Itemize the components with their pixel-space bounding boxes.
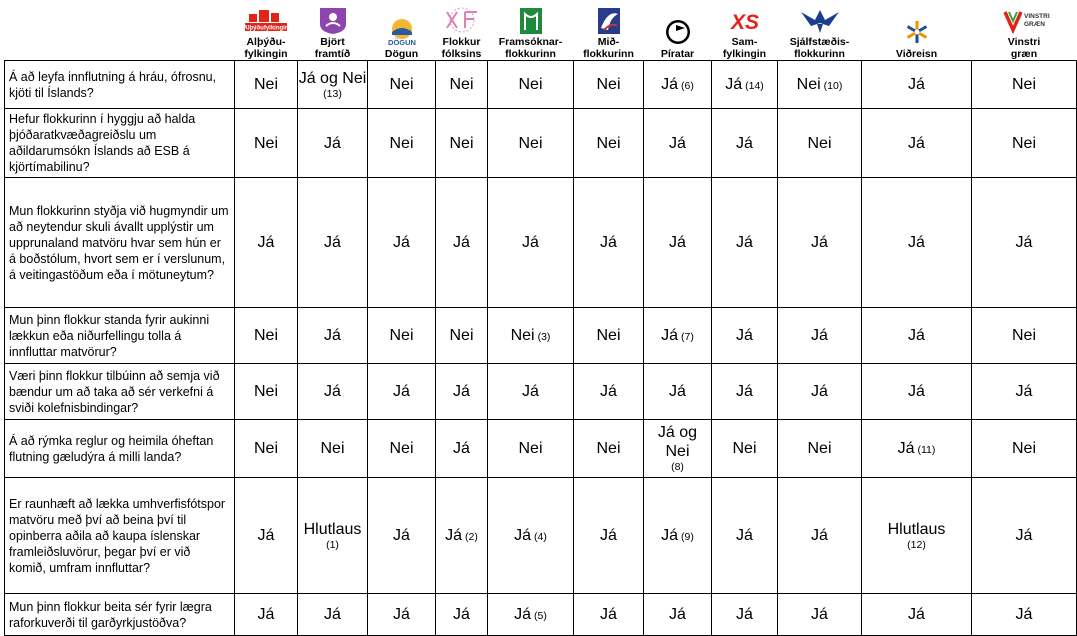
answer-text: Já: [393, 606, 410, 623]
table-row: [5, 61, 1077, 109]
answer-cell: [574, 308, 644, 364]
framsoknarflokkurinn-logo: [508, 6, 554, 34]
party-answers-table: [4, 2, 1077, 636]
answer-cell: [488, 308, 574, 364]
answer-cell: [235, 594, 298, 636]
answer-text: Já: [811, 606, 828, 623]
answer-cell: [298, 109, 368, 178]
party-header-sjalfstaedisflokkurinn: [778, 2, 862, 61]
answer-cell: [368, 420, 436, 478]
vidreisn-logo: [894, 18, 940, 46]
dogun-logo: [379, 18, 425, 46]
answer-cell: [235, 109, 298, 178]
answer-text: Já: [324, 383, 341, 400]
answer-cell: [644, 178, 712, 308]
answer-text: Nei: [518, 440, 543, 457]
question-cell: Hefur flokkurinn í hyggju að halda þjóðaratkvæðagreiðslu um aðildarumsókn Íslands að ESB á kjörtímabilinu?: [5, 109, 235, 178]
question-header-cell: [5, 2, 235, 61]
table-row: [5, 478, 1077, 594]
answer-text: Já: [600, 383, 617, 400]
answer-cell: [368, 478, 436, 594]
answer-text: Já: [324, 327, 341, 344]
answer-cell: [712, 364, 778, 420]
answer-cell: [778, 178, 862, 308]
answer-text: Nei: [389, 440, 414, 457]
answer-cell: [235, 478, 298, 594]
answer-text: Nei: [389, 327, 414, 344]
answer-cell: [298, 61, 368, 109]
answer-text: Nei: [253, 134, 278, 152]
party-header-samfylkingin: [712, 2, 778, 61]
table-row: [5, 364, 1077, 420]
answer-text: Já og Nei: [298, 69, 367, 87]
answer-cell: [574, 109, 644, 178]
answer-text: Nei: [1011, 327, 1036, 344]
answer-text: Já: [600, 527, 617, 544]
answer-cell: [368, 109, 436, 178]
table-row: [5, 109, 1077, 178]
answer-text: Já: [257, 606, 275, 623]
answer-cell: [972, 109, 1077, 178]
footnote-ref: (3): [537, 331, 551, 343]
party-label: Viðreisn: [895, 48, 938, 60]
answer-cell: [298, 308, 368, 364]
answer-cell: [368, 61, 436, 109]
answer-text: Nei: [732, 440, 757, 457]
party-label: Mið- flokkurinn: [583, 36, 634, 60]
answer-text: Já: [661, 76, 679, 93]
sjalfstaedisflokkurinn-logo: [797, 6, 843, 34]
question-cell: Mun flokkurinn styðja við hugmyndir um að neytendur skuli ávallt upplýstir um upprunaland matvöru hvar sem hún er á boðstólum, hvort sem er í verslunum, á veitingastöðum eða í mötuneytum?: [5, 178, 235, 308]
answer-cell: [862, 420, 972, 478]
answer-cell: [972, 308, 1077, 364]
althydufylkingin-logo: [243, 6, 289, 34]
answer-text: Já: [661, 527, 679, 544]
party-label: Vinstri græn: [1007, 36, 1041, 60]
footnote-ref: (5): [534, 610, 547, 622]
footnote-ref: (4): [534, 531, 547, 543]
answer-cell: [488, 109, 574, 178]
answer-cell: [574, 478, 644, 594]
answer-text: Nei: [389, 76, 414, 93]
answer-text: Nei: [253, 440, 278, 457]
answer-cell: [712, 420, 778, 478]
answer-text: Já: [811, 327, 828, 344]
answer-text: Já: [324, 134, 341, 152]
answer-cell: [436, 178, 488, 308]
answer-text: Nei: [596, 134, 621, 152]
answer-text: Já: [1015, 606, 1033, 623]
answer-cell: [574, 364, 644, 420]
answer-text: Já: [514, 527, 532, 544]
answer-cell: [778, 109, 862, 178]
answer-cell: [644, 420, 712, 478]
answer-cell: [298, 478, 368, 594]
table-row: [5, 420, 1077, 478]
answer-text: Hlutlaus: [303, 520, 362, 538]
answer-cell: [436, 364, 488, 420]
party-label: Sam- fylkingin: [722, 36, 767, 60]
answer-text: Já: [445, 527, 463, 544]
answer-cell: [488, 364, 574, 420]
vinstri-graen-logo: [1001, 6, 1050, 34]
answer-text: Já: [669, 234, 686, 251]
answer-text: Já: [908, 134, 925, 152]
answer-text: Nei: [596, 440, 621, 457]
footnote-ref: (1): [326, 538, 339, 551]
answer-text: Já: [1015, 234, 1033, 251]
answer-cell: [235, 308, 298, 364]
answer-text: Já: [908, 606, 925, 623]
answer-cell: [436, 420, 488, 478]
answer-cell: [235, 420, 298, 478]
answer-text: Já: [669, 606, 686, 623]
party-header-midflokkurinn: [574, 2, 644, 61]
question-cell: Væri þinn flokkur tilbúinn að semja við bændur um að taka að sér verkefni á sviði kolefnisbindingar?: [5, 364, 235, 420]
answer-text: Já: [669, 383, 686, 400]
answer-cell: [712, 61, 778, 109]
answer-text: Já: [453, 234, 470, 251]
answer-cell: [488, 178, 574, 308]
answer-text: Nei: [1011, 440, 1036, 457]
answer-text: Nei: [518, 76, 543, 93]
answer-text: Já: [661, 327, 679, 344]
answer-text: Já: [514, 606, 532, 623]
answer-text: Já: [522, 383, 539, 400]
answer-cell: [712, 308, 778, 364]
answer-cell: [862, 478, 972, 594]
answer-cell: [298, 420, 368, 478]
answer-text: Já: [811, 527, 828, 544]
question-cell: Á að rýmka reglur og heimila óheftan flutning gæludýra á milli landa?: [5, 420, 235, 478]
answer-cell: [436, 478, 488, 594]
answer-text: Nei: [449, 76, 474, 93]
answer-cell: [862, 109, 972, 178]
party-header-vinstri-graen: [972, 2, 1077, 61]
answer-cell: [862, 61, 972, 109]
answer-cell: [778, 594, 862, 636]
party-header-flokkur-folksins: [436, 2, 488, 61]
answer-text: Já: [897, 440, 915, 457]
answer-cell: [972, 478, 1077, 594]
answer-text: Nei: [320, 440, 345, 457]
answer-cell: [298, 178, 368, 308]
party-label: Framsóknar- flokkurinn: [498, 36, 563, 60]
question-cell: Mun þinn flokkur standa fyrir aukinni lækkun eða niðurfellingu tolla á innfluttar matvörur?: [5, 308, 235, 364]
answer-text: Já: [736, 527, 753, 544]
answer-cell: [436, 594, 488, 636]
party-label: Píratar: [660, 48, 695, 60]
answer-text: Já: [811, 234, 828, 251]
svg-text:VINSTRI: VINSTRI: [1024, 13, 1050, 20]
footnote-ref: (2): [465, 531, 478, 543]
answer-cell: [778, 61, 862, 109]
answer-text: Já: [522, 234, 539, 251]
answer-cell: [644, 478, 712, 594]
party-label: Alþýðu- fylkingin: [244, 36, 288, 60]
answer-cell: [574, 594, 644, 636]
answer-cell: [712, 178, 778, 308]
answer-text: Já: [453, 606, 470, 623]
answer-text: Nei: [796, 76, 821, 93]
answer-cell: [712, 109, 778, 178]
party-label: Dögun: [384, 48, 419, 60]
answer-text: Já: [453, 383, 470, 400]
answer-cell: [488, 478, 574, 594]
answer-text: Nei: [1011, 76, 1036, 93]
table-row: [5, 308, 1077, 364]
answer-text: Já: [908, 234, 925, 251]
answer-text: Já: [736, 234, 753, 251]
answer-text: Nei: [449, 134, 474, 152]
answer-text: Já: [736, 606, 753, 623]
answer-cell: [235, 61, 298, 109]
answer-text: Hlutlaus: [887, 520, 946, 538]
svg-text:XS: XS: [730, 11, 759, 34]
table-row: [5, 594, 1077, 636]
answer-text: Já: [257, 234, 275, 251]
answer-cell: [862, 364, 972, 420]
samfylkingin-logo: [722, 6, 768, 34]
party-header-vidreisn: [862, 2, 972, 61]
footnote-ref: (11): [917, 444, 936, 456]
answer-text: Nei: [253, 76, 278, 93]
answer-cell: [972, 364, 1077, 420]
svg-text:Alþýðufylkingin: Alþýðufylkingin: [243, 25, 289, 32]
piratar-logo: [655, 18, 701, 46]
answer-text: Já: [811, 383, 828, 400]
answer-cell: [235, 178, 298, 308]
answer-text: Já: [736, 134, 753, 152]
svg-text:DÖGUN: DÖGUN: [387, 38, 416, 47]
answer-cell: [298, 364, 368, 420]
answer-cell: [644, 308, 712, 364]
question-cell: Er raunhæft að lækka umhverfisfótspor matvöru með því að beina því til opinberra aðila að kaupa íslenskar framleiðsluvörur, þegar því er við komið, umfram innfluttar?: [5, 478, 235, 594]
answer-text: Nei: [807, 134, 832, 152]
answer-cell: [436, 61, 488, 109]
answer-cell: [235, 364, 298, 420]
answer-cell: [574, 420, 644, 478]
party-label: Björt framtíð: [314, 36, 351, 60]
answer-text: Nei: [253, 327, 278, 344]
answer-cell: [644, 109, 712, 178]
footnote-ref: (9): [681, 531, 694, 543]
footnote-ref: (6): [681, 80, 694, 92]
question-cell: Á að leyfa innflutning á hráu, ófrosnu, kjöti til Íslands?: [5, 61, 235, 109]
party-label: Sjálfstæðis- flokkurinn: [789, 36, 850, 60]
answer-cell: [488, 594, 574, 636]
answer-cell: [488, 61, 574, 109]
answer-text: Já: [908, 383, 925, 400]
answer-cell: [972, 61, 1077, 109]
answer-cell: [644, 594, 712, 636]
svg-text:GRÆN: GRÆN: [1024, 21, 1045, 28]
answer-cell: [368, 178, 436, 308]
answer-text: Nei: [1011, 134, 1036, 152]
answer-text: Já: [324, 606, 341, 623]
answer-cell: [862, 308, 972, 364]
answer-cell: [972, 178, 1077, 308]
midflokkurinn-logo: [586, 6, 632, 34]
answer-cell: [368, 308, 436, 364]
answer-text: Já: [453, 440, 470, 457]
party-header-dogun: [368, 2, 436, 61]
answer-text: Já og Nei: [657, 424, 698, 460]
table-body: [5, 61, 1077, 636]
answer-text: Já: [393, 527, 410, 544]
table-row: [5, 178, 1077, 308]
answer-text: Já: [257, 527, 275, 544]
answer-cell: [574, 178, 644, 308]
party-header-bjort-framtid: [298, 2, 368, 61]
answer-cell: [368, 364, 436, 420]
answer-cell: [298, 594, 368, 636]
answer-text: Nei: [510, 327, 535, 344]
footnote-ref: (8): [671, 461, 684, 473]
answer-cell: [644, 364, 712, 420]
answer-text: Já: [725, 76, 743, 93]
party-header-framsoknarflokkurinn: [488, 2, 574, 61]
answer-cell: [778, 308, 862, 364]
answer-text: Nei: [596, 76, 621, 93]
answer-text: Já: [1015, 383, 1033, 400]
answer-text: Já: [600, 234, 617, 251]
answer-text: Já: [669, 134, 686, 152]
answer-cell: [862, 178, 972, 308]
answer-cell: [778, 478, 862, 594]
answer-text: Nei: [389, 134, 414, 152]
answer-text: Já: [736, 383, 753, 400]
answer-cell: [972, 420, 1077, 478]
footnote-ref: (7): [681, 331, 694, 343]
answer-text: Nei: [253, 383, 278, 400]
answer-text: Já: [736, 327, 753, 344]
party-header-piratar: [644, 2, 712, 61]
answer-cell: [972, 594, 1077, 636]
answer-text: Já: [600, 606, 617, 623]
answer-cell: [862, 594, 972, 636]
answer-cell: [778, 420, 862, 478]
footnote-ref: (13): [323, 87, 342, 100]
question-cell: Mun þinn flokkur beita sér fyrir lægra raforkuverði til garðyrkjustöðva?: [5, 594, 235, 636]
answer-text: Já: [393, 383, 410, 400]
answer-cell: [436, 308, 488, 364]
answer-cell: [712, 594, 778, 636]
answer-cell: [368, 594, 436, 636]
answer-cell: [644, 61, 712, 109]
answer-text: Já: [1015, 527, 1033, 544]
answer-text: Já: [908, 327, 925, 344]
party-header-althydufylkingin: [235, 2, 298, 61]
answer-text: Já: [908, 76, 925, 93]
party-label: Flokkur fólksins: [441, 36, 482, 60]
answer-text: Nei: [518, 134, 543, 152]
answer-cell: [574, 61, 644, 109]
answer-cell: [712, 478, 778, 594]
answer-text: Já: [393, 234, 410, 251]
answer-text: Nei: [596, 327, 621, 344]
footnote-ref: (14): [745, 80, 764, 92]
flokkur-folksins-logo: [439, 6, 485, 34]
answer-text: Nei: [807, 440, 832, 457]
bjort-framtid-logo: [310, 6, 356, 34]
answer-cell: [436, 109, 488, 178]
answer-cell: [488, 420, 574, 478]
answer-text: Nei: [449, 327, 474, 344]
table-header: [5, 2, 1077, 61]
footnote-ref: (12): [907, 538, 926, 551]
answer-cell: [778, 364, 862, 420]
footnote-ref: (10): [823, 80, 843, 92]
answer-text: Já: [324, 234, 341, 251]
